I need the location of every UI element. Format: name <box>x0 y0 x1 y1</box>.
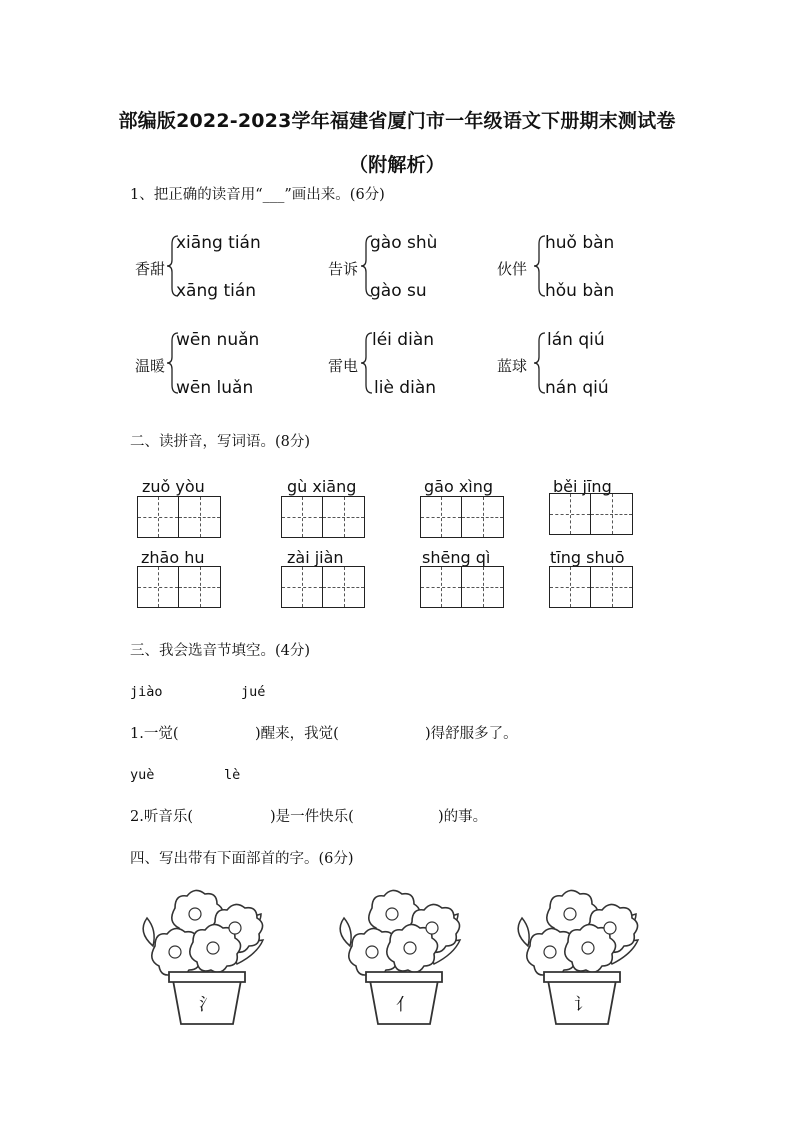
q1-option-a[interactable]: huǒ bàn <box>545 233 615 253</box>
radical-label: 讠 <box>574 995 591 1015</box>
flowerpot-2 <box>330 884 470 1029</box>
q2-pinyin: shēng qì <box>422 548 491 567</box>
writing-box[interactable] <box>549 493 591 535</box>
writing-box[interactable] <box>462 496 504 538</box>
q1-option-b[interactable]: liè diàn <box>374 378 437 398</box>
q3-syllable-option: jué <box>241 684 266 700</box>
q3-sentence-text: )的事。 <box>438 809 488 825</box>
writing-box[interactable] <box>137 496 179 538</box>
q1-option-b[interactable]: wēn luǎn <box>176 378 254 398</box>
q2-pinyin: běi jīng <box>553 477 612 496</box>
q2-heading: 二、读拼音，写词语。(8分) <box>130 434 311 450</box>
q1-word: 伙伴 <box>497 260 528 278</box>
writing-box[interactable] <box>420 496 462 538</box>
writing-box[interactable] <box>549 566 591 608</box>
q3-sentence-text: 1.一觉( <box>130 726 179 742</box>
q1-word: 香甜 <box>135 260 166 278</box>
q4-heading: 四、写出带有下面部首的字。(6分) <box>130 851 354 867</box>
q3-blank[interactable] <box>205 805 270 825</box>
q1-option-b[interactable]: hǒu bàn <box>545 281 615 301</box>
q1-option-a[interactable]: gào shù <box>370 233 438 253</box>
writing-box[interactable] <box>137 566 179 608</box>
q2-pinyin: zuǒ yòu <box>142 477 205 496</box>
q2-pinyin: tīng shuō <box>550 548 625 567</box>
page-title: 部编版2022-2023学年福建省厦门市一年级语文下册期末测试卷 <box>118 110 676 132</box>
q2-pinyin: gù xiāng <box>287 477 357 496</box>
writing-box[interactable] <box>323 566 365 608</box>
q3-sentence-text: )是一件快乐( <box>270 809 354 825</box>
writing-box[interactable] <box>281 496 323 538</box>
page-subtitle: （附解析） <box>348 154 445 176</box>
q1-option-b[interactable]: nán qiú <box>545 378 609 398</box>
q1-option-b[interactable]: xāng tián <box>176 281 257 301</box>
q3-blank[interactable] <box>370 805 438 825</box>
q1-option-a[interactable]: xiāng tián <box>176 233 261 253</box>
radical-label: 亻 <box>396 995 413 1015</box>
q3-syllable-option: yuè <box>130 767 155 783</box>
q1-option-a[interactable]: wēn nuǎn <box>176 330 260 350</box>
q2-pinyin: zài jiàn <box>287 548 344 567</box>
q3-syllable-option: jiào <box>130 684 163 700</box>
q1-word: 告诉 <box>328 260 359 278</box>
q1-heading: 1、把正确的读音用“___”画出来。(6分) <box>130 187 385 203</box>
q3-syllable-option: lè <box>224 767 241 783</box>
writing-box[interactable] <box>420 566 462 608</box>
writing-box[interactable] <box>462 566 504 608</box>
q3-sentence-text: 2.听音乐( <box>130 809 193 825</box>
q1-option-b[interactable]: gào su <box>370 281 427 301</box>
q3-sentence-text: )得舒服多了。 <box>425 726 518 742</box>
writing-box[interactable] <box>179 496 221 538</box>
q3-sentence-text: )醒来，我觉( <box>255 726 339 742</box>
q3-blank[interactable] <box>354 722 424 742</box>
q1-word: 蓝球 <box>497 357 528 375</box>
q2-pinyin: zhāo hu <box>141 548 205 567</box>
flowerpot-3 <box>508 884 648 1029</box>
q1-word: 温暖 <box>135 357 166 375</box>
writing-box[interactable] <box>179 566 221 608</box>
flowerpot-1 <box>133 884 273 1029</box>
q3-heading: 三、我会选音节填空。(4分) <box>130 643 311 659</box>
writing-box[interactable] <box>591 566 633 608</box>
q1-option-a[interactable]: léi diàn <box>372 330 435 350</box>
radical-label: 氵 <box>199 995 216 1015</box>
writing-box[interactable] <box>323 496 365 538</box>
q2-pinyin: gāo xìng <box>424 477 494 496</box>
q3-blank[interactable] <box>186 722 254 742</box>
q1-option-a[interactable]: lán qiú <box>547 330 605 350</box>
writing-box[interactable] <box>591 493 633 535</box>
writing-box[interactable] <box>281 566 323 608</box>
q1-word: 雷电 <box>328 357 359 375</box>
